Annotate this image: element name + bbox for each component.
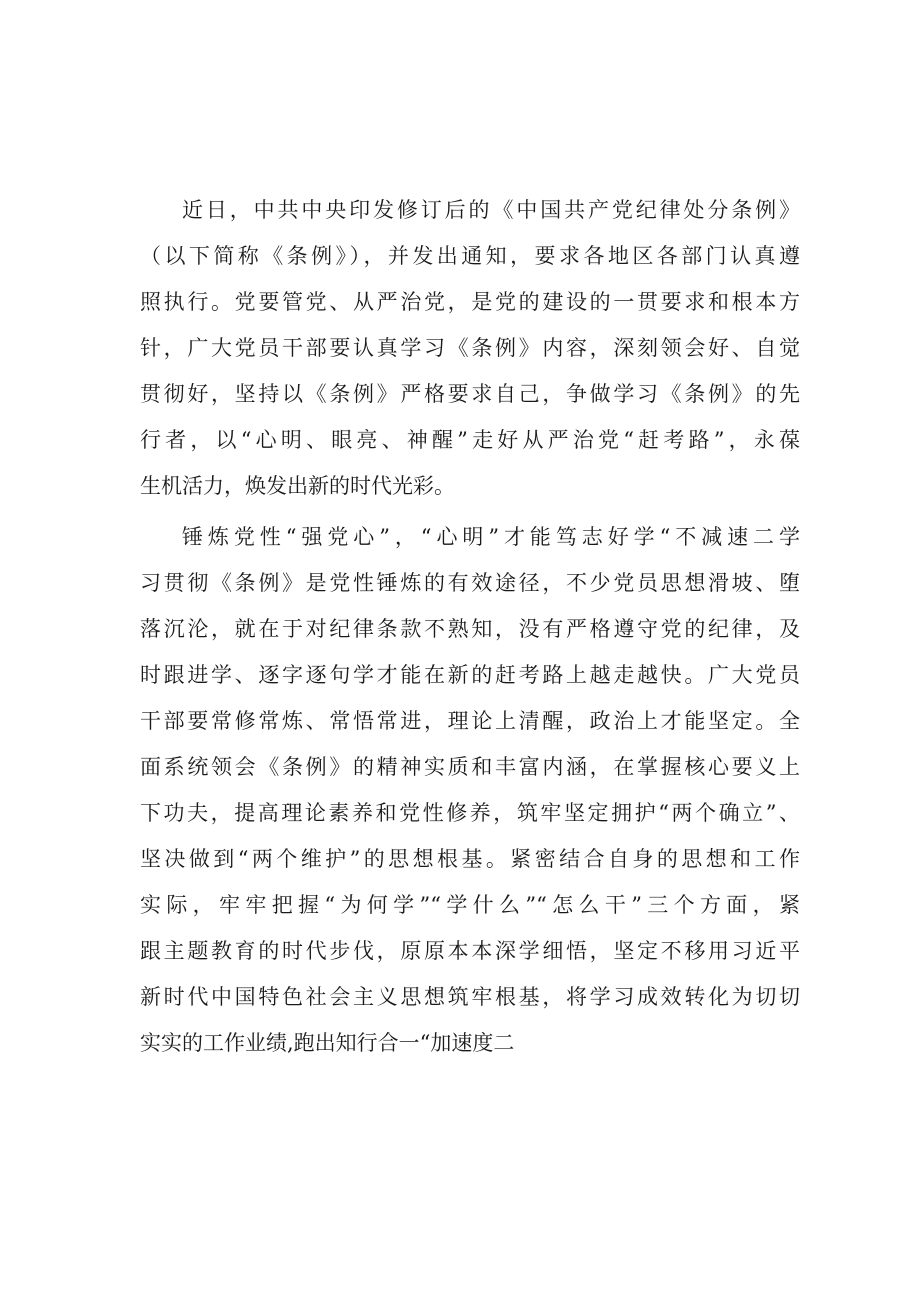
text-line: 落沉沦，就在于对纪律条款不熟知，没有严格遵守党的纪律，及 [140,617,800,641]
text-line: （以下简称《条例》），并发出通知，要求各地区各部门认真遵 [140,244,800,268]
text-line: 生机活力，焕发出新的时代光彩。 [140,474,455,498]
text-line: 照执行。党要管党、从严治党，是党的建设的一贯要求和根本方 [140,290,800,314]
text-line: 锤炼党性“强党心”，“心明”才能笃志好学“不减速二学 [182,525,800,549]
text-line: 实实的工作业绩,跑出知行合一“加速度二 [140,1031,515,1055]
text-line: 面系统领会《条例》的精神实质和丰富内涵，在掌握核心要义上 [140,755,800,779]
text-line: 行者，以“心明、眼亮、神醒”走好从严治党“赶考路”，永葆 [140,428,800,452]
text-line: 干部要常修常炼、常悟常进，理论上清醒，政治上才能坚定。全 [140,709,800,733]
text-line: 坚决做到“两个维护”的思想根基。紧密结合自身的思想和工作 [140,847,800,871]
text-line: 针，广大党员干部要认真学习《条例》内容，深刻领会好、自觉 [140,336,800,360]
document-body [140,187,800,1066]
text-line: 新时代中国特色社会主义思想筑牢根基，将学习成效转化为切切 [140,985,800,1009]
text-line: 跟主题教育的时代步伐，原原本本深学细悟，坚定不移用习近平 [140,939,800,963]
text-line: 实际，牢牢把握“为何学”“学什么”“怎么干”三个方面，紧 [140,893,800,917]
text-line: 时跟进学、逐字逐句学才能在新的赶考路上越走越快。广大党员 [140,663,800,687]
text-line: 近日，中共中央印发修订后的《中国共产党纪律处分条例》 [182,198,800,222]
text-line: 习贯彻《条例》是党性锤炼的有效途径，不少党员思想滑坡、堕 [140,571,800,595]
text-line: 贯彻好，坚持以《条例》严格要求自己，争做学习《条例》的先 [140,382,800,406]
paragraph-1 [140,187,800,509]
paragraph-2 [140,514,800,1066]
text-line: 下功夫，提高理论素养和党性修养，筑牢坚定拥护“两个确立”、 [140,801,800,825]
